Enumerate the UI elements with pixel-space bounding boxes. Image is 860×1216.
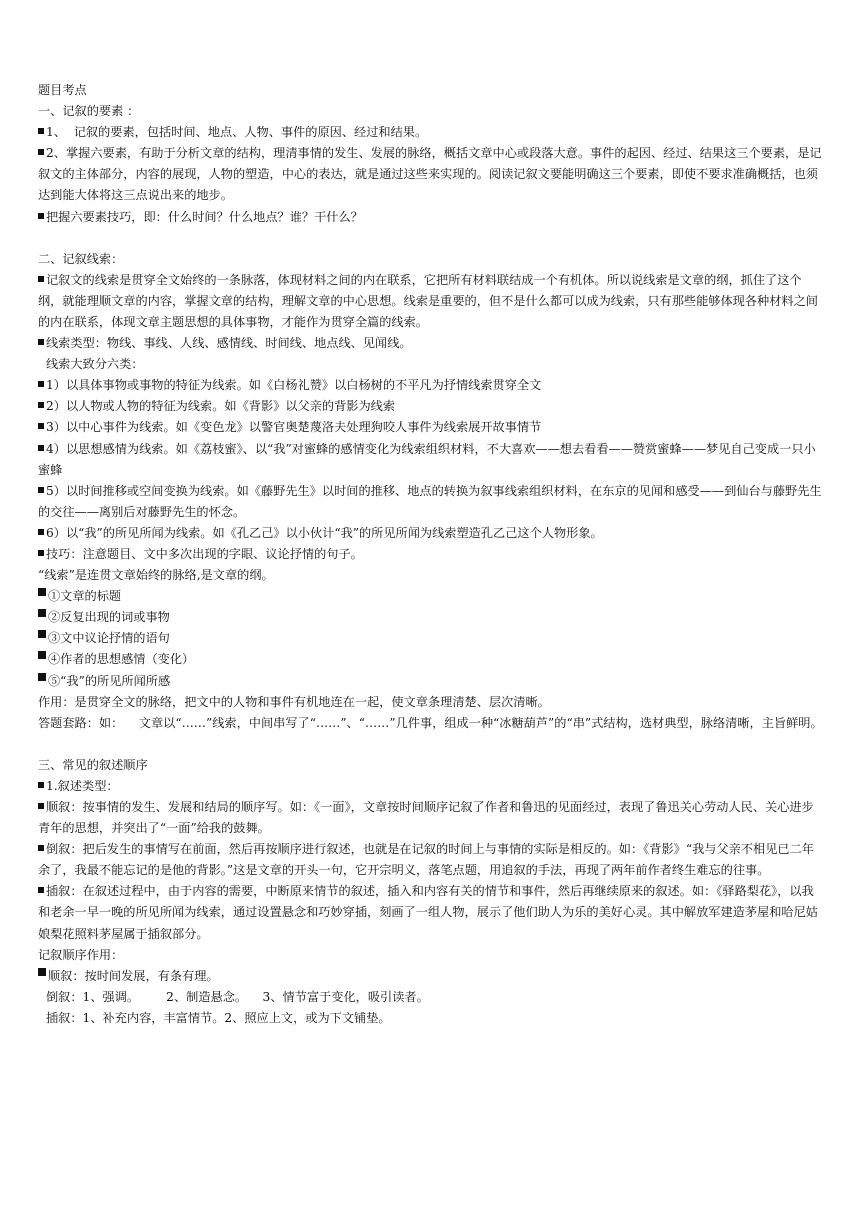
s2-subheading: 线索大致分六类： [46, 357, 144, 372]
bullet-icon [38, 445, 44, 451]
bullet-icon [38, 630, 46, 638]
bullet-icon [38, 213, 44, 219]
document-page [38, 80, 824, 1029]
s3-paragraph: 1.叙述类型： [38, 776, 824, 797]
bullet-icon [38, 803, 44, 809]
clue-type-item: 4）以思想感情为线索。如《荔枝蜜》、以“我”对蜜蜂的感情变化为线索组织材料，不大喜欢——想去看看——赞赏蜜蜂——梦见自己变成一只小蜜蜂 [38, 441, 816, 477]
doc-title: 题目考点 [38, 83, 87, 97]
section-1-heading: 一、记叙的要素 ： [38, 104, 140, 119]
clue-check-item: ②反复出现的词或事物 [38, 607, 824, 628]
spacer [38, 734, 824, 755]
s3-paragraph: 插叙：1、补充内容，丰富情节。2、照应上文，或为下文铺垫。 [46, 1010, 391, 1025]
answer-template: 答题套路：如： 文章以“……”线索，中间串写了“……”、“……”几件事，组成一种“冰糖葫芦”的“串”式结构，选材典型，脉络清晰，主旨鲜明。 [38, 715, 823, 730]
quote-line: “线索”是连贯文章始终的脉络,是文章的纲。 [38, 568, 274, 583]
bullet-icon [38, 276, 44, 282]
tip-line: 技巧：注意题目、文中多次出现的字眼、议论抒情的句子。 [38, 544, 824, 565]
bullet-icon [38, 381, 44, 387]
clue-check-item: ⑤“我”的所见所闻所感 [38, 671, 824, 692]
clue-type-item: 2）以人物或人物的特征为线索。如《背影》以父亲的背影为线索 [38, 396, 824, 417]
bullet-icon [38, 845, 44, 851]
bullet-icon [38, 609, 46, 617]
bullet-icon [38, 588, 46, 596]
clue-type-item: 6）以“我”的所见所闻为线索。如《孔乙己》以小伙计“我”的所见所闻为线索塑造孔乙己这个人物形象。 [38, 523, 824, 544]
s3-subheading: 记叙顺序作用： [38, 947, 124, 962]
section-2-heading: 二、记叙线索： [38, 251, 124, 266]
s3-paragraph: 顺叙：按事情的发生、发展和结局的顺序写。如：《一面》，文章按时间顺序记叙了作者和鲁迅的见面经过，表现了鲁迅关心劳动人民、关心进步青年的思想，并突出了“一面”给我的鼓舞。 [38, 800, 814, 836]
clue-type-item: 3）以中心事件为线索。如《变色龙》以警官奥楚蔑洛夫处理狗咬人事件为线索展开故事情节 [38, 417, 824, 438]
spacer [38, 228, 824, 249]
bullet-icon [38, 651, 46, 659]
bullet-icon [38, 149, 44, 155]
s2-paragraph: 记叙文的线索是贯穿全文始终的一条脉落，体现材料之间的内在联系，它把所有材料联结成一个有机体。所以说线索是文章的纲，抓住了这个纲，就能理顺文章的内容，掌握文章的结构，理解文章的中心思想。线索是重要的，但不是什么都可以成为线索，只有那些能够体现各种材料之间的内在联系，体现文章主题思想的具体事物，才能作为贯穿全篇的线索。 [38, 272, 818, 329]
clue-check-item: ③文中议论抒情的语句 [38, 628, 824, 649]
s1-paragraph: 1、 记叙的要素，包括时间、地点、人物、事件的原因、经过和结果。 [38, 122, 824, 143]
s1-paragraph: 把握六要素技巧，即：什么时间？什么地点？谁？干什么？ [38, 207, 824, 228]
bullet-icon [38, 887, 44, 893]
bullet-icon [38, 128, 44, 134]
bullet-icon [38, 529, 44, 535]
bullet-icon [38, 550, 44, 556]
s2-paragraph: 线索类型：物线、事线、人线、感情线、时间线、地点线、见闻线。 [38, 333, 824, 354]
bullet-icon [38, 782, 44, 788]
clue-check-item: ④作者的思想感情（变化） [38, 649, 824, 670]
s3-paragraph: 倒叙：1、强调。 2、制造悬念。 3、情节富于变化，吸引读者。 [46, 989, 429, 1004]
s3-paragraph: 倒叙：把后发生的事情写在前面，然后再按顺序进行叙述，也就是在记叙的时间上与事情的实际是相反的。如：《背影》“我与父亲不相见已二年余了，我最不能忘记的是他的背影。”这是文章的开头一句，它开宗明义，落笔点题，用追叙的手法，再现了两年前作者终生难忘的往事。 [38, 842, 814, 878]
s3-paragraph: 插叙：在叙述过程中，由于内容的需要，中断原来情节的叙述，插入和内容有关的情节和事件，然后再继续原来的叙述。如：《驿路梨花》，以我和老余一早一晚的所见所闻为线索，通过设置悬念和巧妙穿插，刻画了一组人物，展示了他们助人为乐的美好心灵。其中解放军建造茅屋和哈尼姑娘梨花照料茅屋属于插叙部分。 [38, 884, 818, 941]
bullet-icon [38, 968, 46, 976]
bullet-icon [38, 673, 46, 681]
s1-paragraph: 2、掌握六要素，有助于分析文章的结构，理清事情的发生、发展的脉络，概括文章中心或段落大意。事件的起因、经过、结果这三个要素，是记叙文的主体部分，内容的展现，人物的塑造，中心的表达，就是通过这些来实现的。阅读记叙文要能明确这三个要素，即使不要求准确概括，也须达到能大体将这三点说出来的地步。 [38, 146, 822, 203]
s3-paragraph: 顺叙：按时间发展，有条有理。 [38, 966, 824, 987]
bullet-icon [38, 402, 44, 408]
clue-type-item: 1）以具体事物或事物的特征为线索。如《白杨礼赞》以白杨树的不平凡为抒情线索贯穿全文 [38, 375, 824, 396]
clue-type-item: 5）以时间推移或空间变换为线索。如《藤野先生》以时间的推移、地点的转换为叙事线索组织材料，在东京的见闻和感受——到仙台与藤野先生的交往——离别后对藤野先生的怀念。 [38, 483, 822, 519]
clue-check-item: ①文章的标题 [38, 586, 824, 607]
bullet-icon [38, 339, 44, 345]
bullet-icon [38, 487, 44, 493]
effect-line: 作用：是贯穿全文的脉络，把文中的人物和事件有机地连在一起，使文章条理清楚、层次清晰。 [38, 694, 550, 709]
bullet-icon [38, 423, 44, 429]
section-3-heading: 三、常见的叙述顺序 [38, 757, 148, 772]
